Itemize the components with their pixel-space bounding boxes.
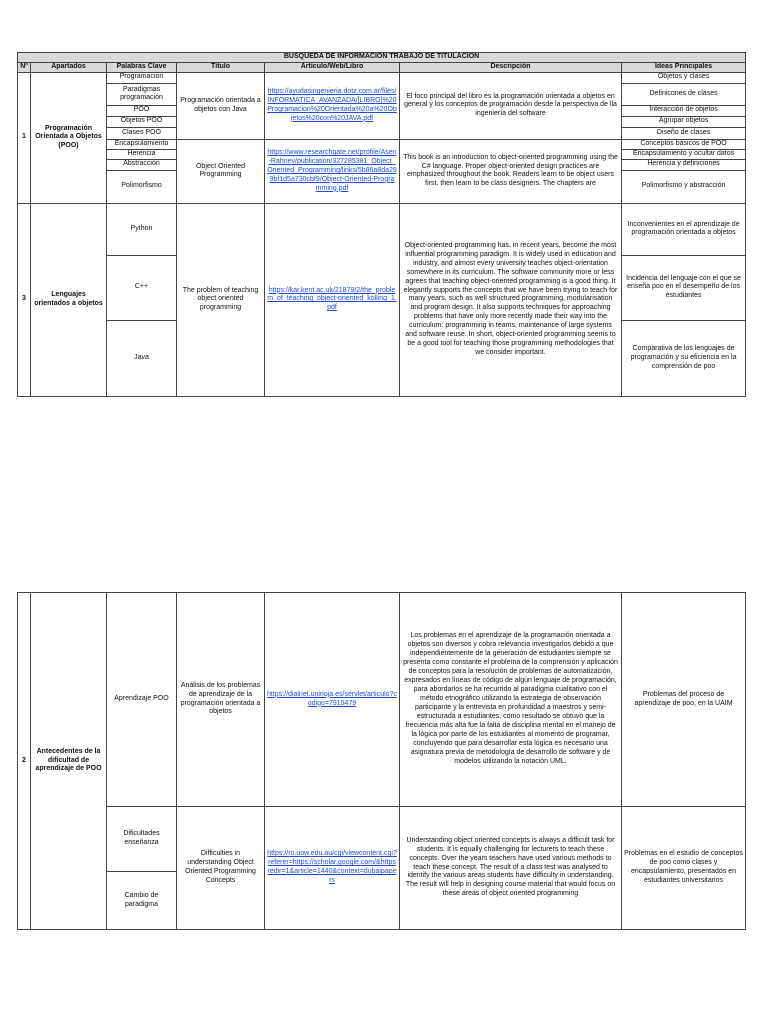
- source-link[interactable]: https://ayudasingenieria.dotz.com.ar/files/INFORMATICA_AVANZADA/[LIBRO]%20Programacion%20Orientada%20a%20Objetos%20con%20JAVA.pdf: [265, 72, 400, 139]
- banner-row: [18, 53, 746, 63]
- idea-cell: Herencia y definiciones: [622, 159, 746, 170]
- keyword-cell: Polimorfismo: [107, 170, 177, 203]
- title-cell: Difficulties in understanding Object Oriented Programming Concepts: [177, 807, 265, 930]
- description-cell: El foco principal del libro es la programación orientada a objetos en general y los conceptos de programación desde la perspectiva de lla ingeniería del software: [400, 72, 622, 139]
- keyword-cell: POO: [107, 105, 177, 116]
- header-row: [18, 62, 746, 72]
- keyword-cell: C++: [107, 255, 177, 320]
- apartado-cell: Programación Orientada a Objetos (POO): [31, 72, 107, 203]
- idea-cell: Objetos y clases: [622, 72, 746, 83]
- row-number: 3: [18, 203, 31, 396]
- description-cell: This book is an introduction to object-oriented programming using the C# language. Proper object-oriented design practices are emphasized throughout the book. Readers learn to be object users first, then learn to be class designers. The chapters are: [400, 139, 622, 203]
- keyword-cell: Clases POO: [107, 127, 177, 139]
- apartado-cell: Lenguajes orientados a objetos: [31, 203, 107, 396]
- title-cell: The problem of teaching object oriented programming: [177, 203, 265, 396]
- title-cell: Object Oriented Programming: [177, 139, 265, 203]
- keyword-cell: Objetos POO: [107, 116, 177, 127]
- keyword-cell: Aprendizaje POO: [107, 593, 177, 807]
- table-row: [18, 807, 746, 872]
- idea-cell: Polimorfismo y abstracción: [622, 170, 746, 203]
- row-number: 2: [18, 593, 31, 930]
- table-banner: BÚSQUEDA DE INFORMACIÓN TRABAJO DE TITULACIÓN: [18, 53, 746, 63]
- idea-cell: Encapsulamiento y ocultar datos: [622, 149, 746, 159]
- title-cell: Programación orientada a objetos con Java: [177, 72, 265, 139]
- idea-cell: Interacción de objetos: [622, 105, 746, 116]
- idea-cell: Incidencia del lenguaje con el que se enseña poo en el desempeño de los estudiantes: [622, 255, 746, 320]
- source-link[interactable]: https://kar.kent.ac.uk/21879/2/the_problem_of_teaching_object-oriented_kolling_1.pdf: [265, 203, 400, 396]
- idea-cell: Comparativa de los lenguajes de programación y su eficiencia en la comprensión de poo: [622, 320, 746, 396]
- header-keywords: Palabras Clave: [107, 62, 177, 72]
- idea-cell: Problemas del proceso de aprendizaje de poo, en la UAIM: [622, 593, 746, 807]
- keyword-cell: Paradigmas programación: [107, 83, 177, 105]
- keyword-cell: Abstracción: [107, 159, 177, 170]
- table-row: [18, 72, 746, 83]
- header-description: Descripción: [400, 62, 622, 72]
- row-number: 1: [18, 72, 31, 203]
- source-link[interactable]: https://www.researchgate.net/profile/Asen-Rahnev/publication/327285381_Object_Oriented_Programming/links/5b86a8da299bf1d5a730cbf9/Object-Oriented-Programming.pdf: [265, 139, 400, 203]
- header-source: Artículo/Web/Libro: [265, 62, 400, 72]
- research-table-2: [17, 592, 746, 930]
- idea-cell: Problemas en el estudio de conceptos de poo como clases y encapsulamiento, presentados en estudiantes universitarios: [622, 807, 746, 930]
- title-cell: Análisis de los problemas de aprendizaje de la programación orientada a objetos: [177, 593, 265, 807]
- header-ideas: Ideas Principales: [622, 62, 746, 72]
- source-link[interactable]: https://dialnet.unirioja.es/servlet/articulo?codigo=7915479: [265, 593, 400, 807]
- table-row: [18, 203, 746, 255]
- research-table-1: [17, 52, 746, 397]
- header-apartados: Apartados: [31, 62, 107, 72]
- idea-cell: Conceptos básicos de POO: [622, 139, 746, 149]
- source-link[interactable]: https://ro.uow.edu.au/cgi/viewcontent.cgi?referer=https://scholar.google.com/&httpsredir=1&article=1440&context=dubaipapers: [265, 807, 400, 930]
- idea-cell: Definicones de clases: [622, 83, 746, 105]
- table-row: [18, 139, 746, 149]
- apartado-cell: Antecedentes de la dificultad de aprendizaje de POO: [31, 593, 107, 930]
- header-num: Nº: [18, 62, 31, 72]
- description-cell: Object-oriented programming has, in recent years, become the most influential programming paradigm. It is widely used in education and industry, and almost every university teaches object-orientation somewhere in its curriculum. The software community more or less agrees that teaching object-oriented programming is a good thing. It elegantly supports the concepts that we have been trying to teach for many years, such as well structured programming, modularisation and program design. It also supports techniques for approaching problems that have only more recently made their way into the curriculum: programming in teams, maintenance of large systems and software reuse. In short, object-oriented programming seems to be a good tool for teaching those programming methodologies that we consider important.: [400, 203, 622, 396]
- description-cell: Los problemas en el aprendizaje de la programación orientada a objetos son diversos y cobra relevancia investigarlos debido a que independientemente de la generación de estudiantes siempre se presenta como constante el problema de la comprensión y aplicación de conceptos para la resolución de problemas de automatización, expresados en líneas de código de algún lenguaje de programación, para abordarlos se ha recurrido al paradigma cualitativo con el método etnográfico utilizando la estrategia de observación participante y la entrevista en profundidad a maestros y semi-estructurada a estudiantes, como resultado se obtuvo que la frecuencia más alta fue la falta de disciplina mental en el manejo de la lógica por parte de los estudiantes al momento de programar, concluyendo que para desarrollar esta lógica es necesario una asignatura previa de metodología de desarrollo de software y de modelos utilizando la notación UML.: [400, 593, 622, 807]
- idea-cell: Diseño de clases: [622, 127, 746, 139]
- header-title: Título: [177, 62, 265, 72]
- idea-cell: Inconvenientes en el aprendizaje de programación orientada a objetos: [622, 203, 746, 255]
- table-row: [18, 593, 746, 807]
- keyword-cell: Herencia: [107, 149, 177, 159]
- description-cell: Understanding object oriented concepts is always a difficult task for students. It is equally challenging for lecturers to teach these concepts. Over the years teachers have used various methods to teach these concept. The result of a class test was analysed to identify the various areas students have difficulty in understanding. The result will help in designing course material that would focus on these areas of object oriented programming: [400, 807, 622, 930]
- keyword-cell: Cambio de paradigma: [107, 872, 177, 930]
- keyword-cell: Java: [107, 320, 177, 396]
- keyword-cell: Programacion: [107, 72, 177, 83]
- keyword-cell: Dificultades enseñanza: [107, 807, 177, 872]
- keyword-cell: Encapsulamiento: [107, 139, 177, 149]
- idea-cell: Agrupar objetos: [622, 116, 746, 127]
- keyword-cell: Python: [107, 203, 177, 255]
